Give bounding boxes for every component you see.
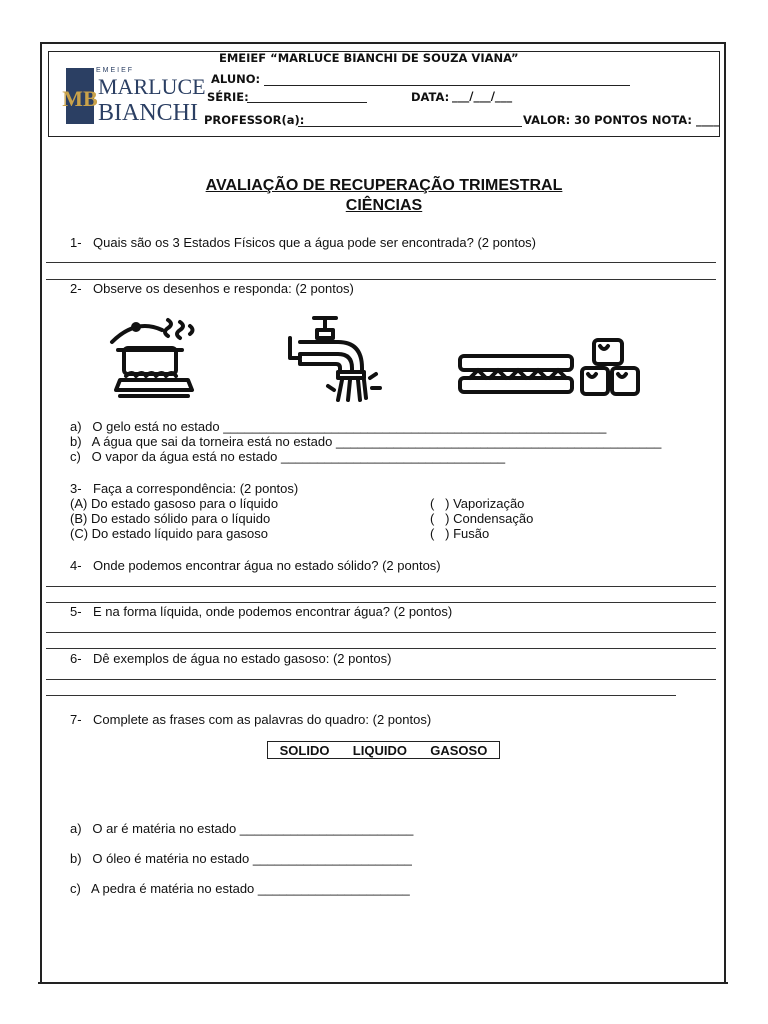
- q1-number: 1-: [70, 235, 82, 250]
- serie-label: SÉRIE:: [207, 90, 249, 104]
- aluno-field[interactable]: [264, 85, 630, 86]
- logo-small-text: EMEIEF: [96, 67, 135, 74]
- valor-nota: VALOR: 30 PONTOS NOTA: ____: [523, 113, 719, 127]
- title-line2: CIÊNCIAS: [345, 197, 423, 214]
- data-label: DATA:: [411, 90, 450, 104]
- logo-line1: MARLUCE: [98, 74, 206, 99]
- professor-label: PROFESSOR(a):: [204, 113, 305, 127]
- q1-text: Quais são os 3 Estados Físicos que a água pode ser encontrada? (2 pontos): [93, 235, 536, 250]
- q3-right-3[interactable]: ( ) Fusão: [430, 526, 490, 541]
- q6-number: 6-: [70, 651, 82, 666]
- ice-tray-icon: [456, 334, 642, 400]
- page-bottom-rule: [38, 982, 728, 984]
- q7-item-c: c) A pedra é matéria no estado _____________________: [70, 881, 410, 896]
- q4-text: Onde podemos encontrar água no estado sólido? (2 pontos): [93, 558, 441, 573]
- q3-right-2[interactable]: ( ) Condensação: [430, 511, 534, 526]
- q3-left-c: (C) Do estado líquido para gasoso: [70, 526, 269, 541]
- word-solido: SOLIDO: [279, 742, 330, 758]
- school-name: EMEIEF “MARLUCE BIANCHI DE SOUZA VIANA”: [219, 51, 519, 65]
- q5-number: 5-: [70, 604, 82, 619]
- q2-number: 2-: [70, 281, 82, 296]
- q5-answer-line-1[interactable]: [46, 632, 716, 633]
- q2-item-b: b) A água que sai da torneira está no estado _____________________________________________: [70, 434, 662, 449]
- school-logo: [62, 62, 206, 128]
- q3-left-a: (A) Do estado gasoso para o líquido: [70, 496, 279, 511]
- logo-line2: BIANCHI: [98, 100, 198, 126]
- q6-answer-line-2[interactable]: [46, 695, 676, 696]
- q7-item-a: a) O ar é matéria no estado ________________________: [70, 821, 414, 836]
- faucet-icon: [286, 314, 382, 402]
- q6-text: Dê exemplos de água no estado gasoso: (2 pontos): [93, 651, 392, 666]
- aluno-label: ALUNO:: [211, 72, 261, 86]
- q4-answer-line-2[interactable]: [46, 602, 716, 603]
- q5-answer-line-2[interactable]: [46, 648, 716, 649]
- serie-field[interactable]: [247, 102, 367, 103]
- title-line1: AVALIAÇÃO DE RECUPERAÇÃO TRIMESTRAL: [205, 177, 563, 194]
- q7-text: Complete as frases com as palavras do quadro: (2 pontos): [93, 712, 432, 727]
- q4-number: 4-: [70, 558, 82, 573]
- boiling-pot-icon: [106, 314, 202, 400]
- q2-text: Observe os desenhos e responda: (2 pontos): [93, 281, 354, 296]
- q3-left-b: (B) Do estado sólido para o líquido: [70, 511, 271, 526]
- word-bank-box: [267, 741, 500, 759]
- q7-number: 7-: [70, 712, 82, 727]
- q1-answer-line-2[interactable]: [46, 279, 716, 280]
- professor-field[interactable]: [298, 126, 522, 127]
- q3-right-1[interactable]: ( ) Vaporização: [430, 496, 525, 511]
- q2-item-a: a) O gelo está no estado _____________________________________________________: [70, 419, 607, 434]
- q5-text: E na forma líquida, onde podemos encontrar água? (2 pontos): [93, 604, 453, 619]
- q2-item-c: c) O vapor da água está no estado _______________________________: [70, 449, 506, 464]
- q6-answer-line-1[interactable]: [46, 679, 716, 680]
- word-gasoso: GASOSO: [430, 742, 488, 758]
- q4-answer-line-1[interactable]: [46, 586, 716, 587]
- word-liquido: LIQUIDO: [352, 742, 407, 758]
- q3-text: Faça a correspondência: (2 pontos): [93, 481, 299, 496]
- q1-answer-line-1[interactable]: [46, 262, 716, 263]
- logo-monogram: MB: [62, 86, 98, 111]
- q3-number: 3-: [70, 481, 82, 496]
- data-field[interactable]: ___/___/___: [452, 89, 513, 103]
- q7-item-b: b) O óleo é matéria no estado ______________________: [70, 851, 412, 866]
